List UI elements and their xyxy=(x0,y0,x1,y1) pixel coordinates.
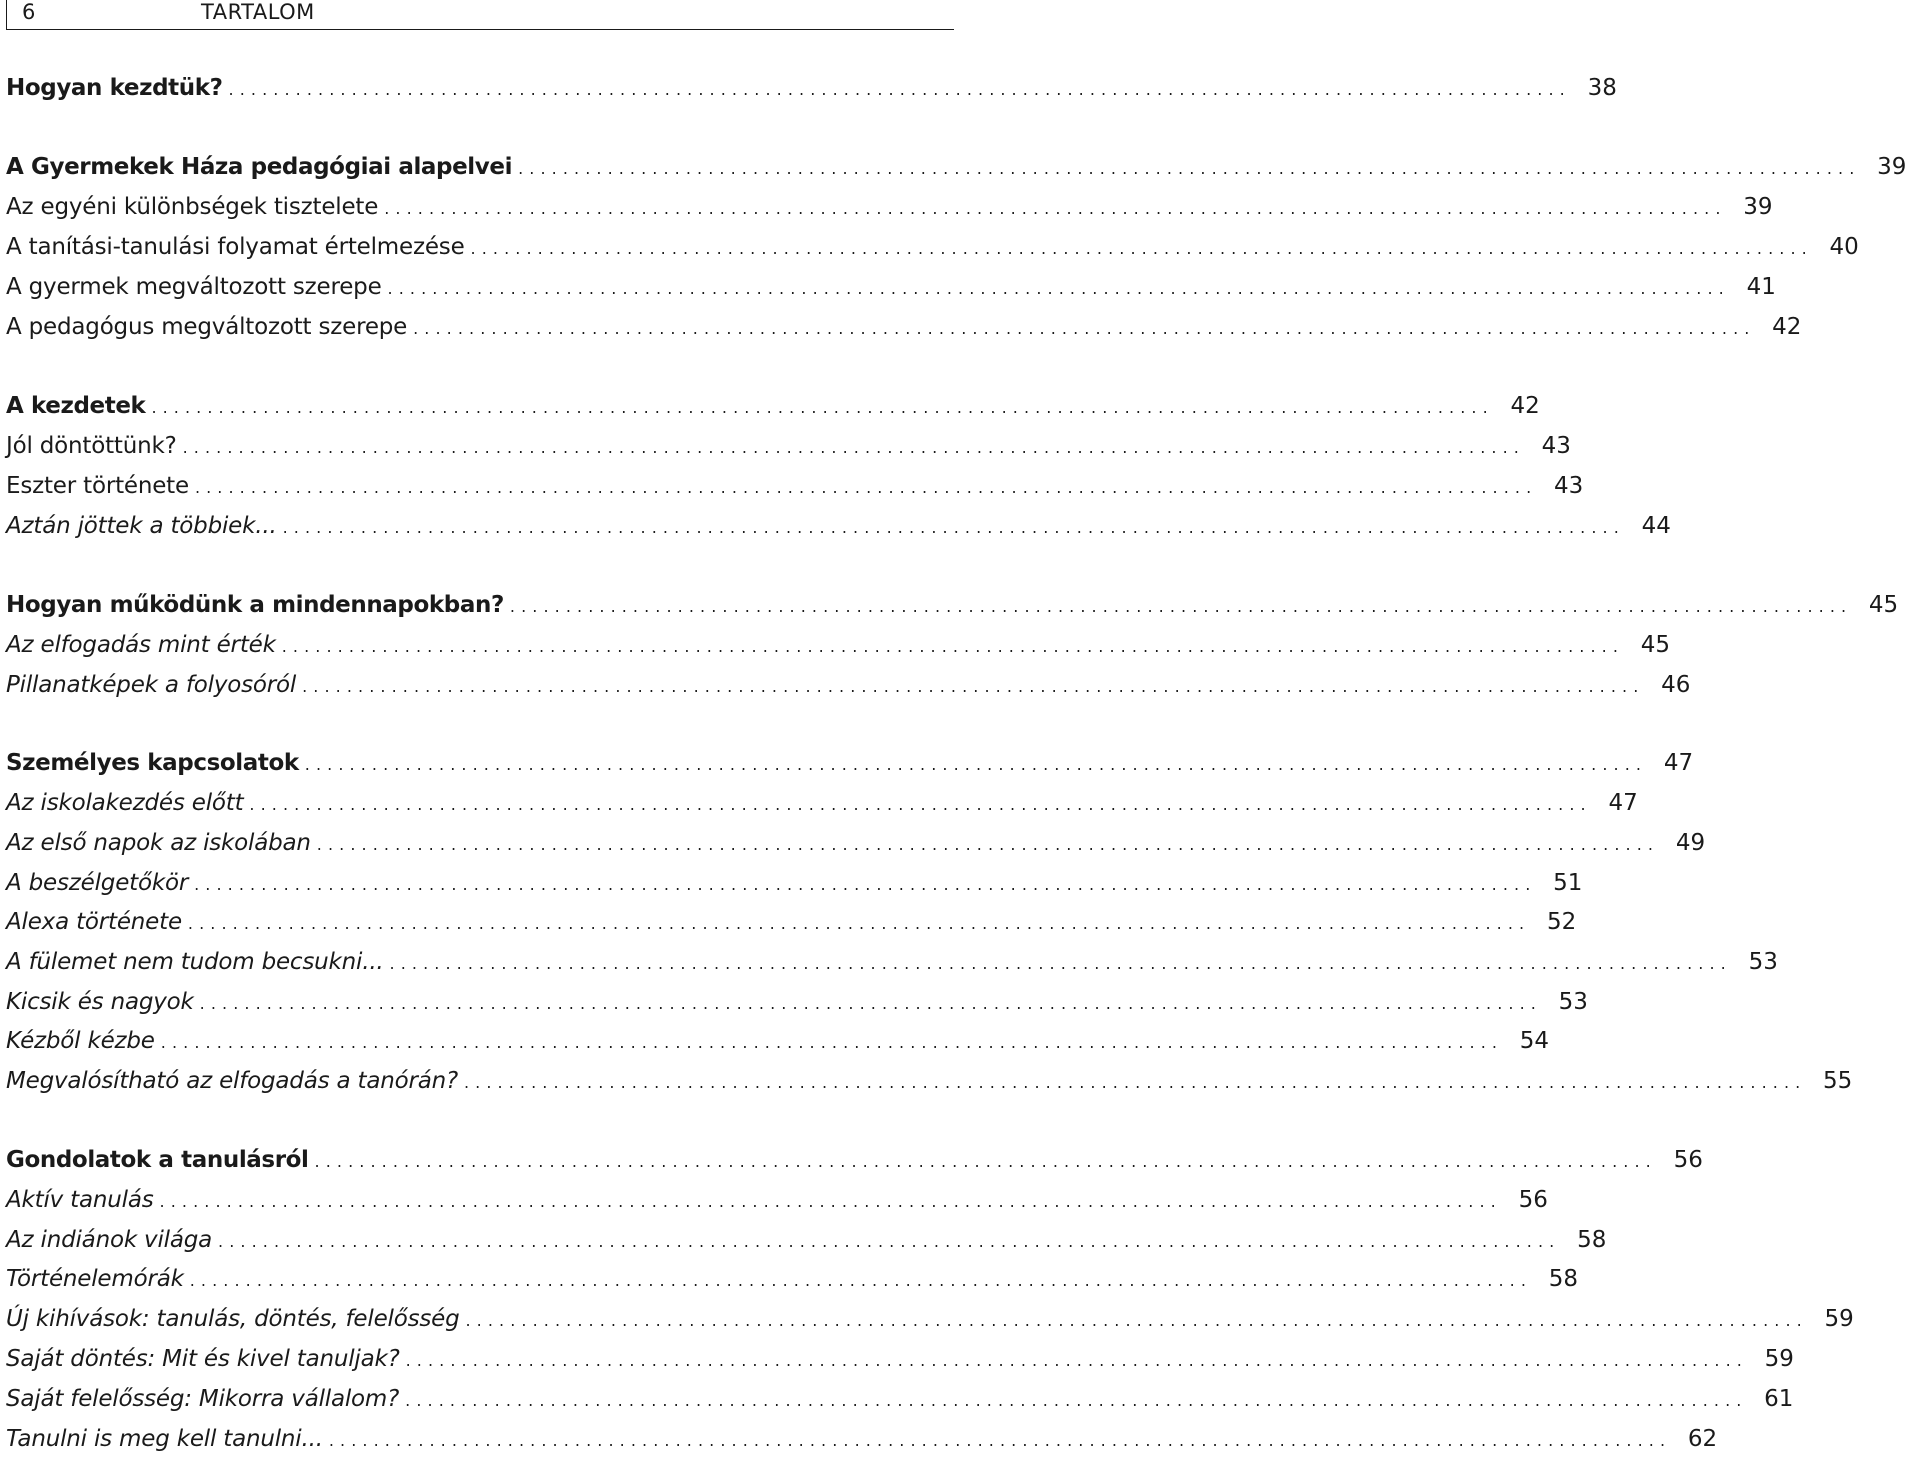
toc-entry-page: 44 xyxy=(1641,513,1671,539)
toc-entry-title: A Gyermekek Háza pedagógiai alapelvei xyxy=(6,154,513,180)
dot-leader: ........................................................................................................................ xyxy=(470,239,1813,258)
toc-entry-title: Saját felelősség: Mikorra vállalom? xyxy=(6,1386,400,1412)
toc-entry-page: 59 xyxy=(1764,1346,1794,1372)
dot-leader: ........................................................................................................................ xyxy=(314,1152,1657,1171)
toc-entry-title: Kicsik és nagyok xyxy=(6,989,194,1015)
toc-entry-title: A tanítási-tanulási folyamat értelmezése xyxy=(6,234,465,260)
toc-entry[interactable] xyxy=(6,1343,1794,1375)
toc-entry-title: Kézből kézbe xyxy=(6,1028,155,1054)
dot-leader: ........................................................................................................................ xyxy=(304,755,1648,774)
toc-entry[interactable] xyxy=(6,390,1540,422)
page-number: 6 xyxy=(22,0,36,24)
toc-entry-page: 39 xyxy=(1877,154,1906,180)
toc-entry-page: 62 xyxy=(1687,1426,1718,1452)
dot-leader: ........................................................................................................................ xyxy=(302,677,1645,696)
dot-leader: ........................................................................................................................ xyxy=(159,1192,1502,1211)
toc-entry-page: 38 xyxy=(1587,75,1617,101)
toc-entry-page: 45 xyxy=(1640,632,1671,658)
toc-entry-page: 46 xyxy=(1661,672,1691,698)
toc-entry[interactable] xyxy=(6,747,1694,779)
toc-entry[interactable] xyxy=(6,867,1583,899)
toc-entry-title: Alexa története xyxy=(6,909,182,935)
dot-leader: ........................................................................................................................ xyxy=(384,199,1727,218)
toc-entry[interactable] xyxy=(6,72,1617,104)
dot-leader: ........................................................................................................................ xyxy=(182,438,1525,457)
toc-entry-page: 40 xyxy=(1829,234,1859,260)
toc-entry-page: 58 xyxy=(1577,1227,1607,1253)
toc-entry-title: Saját döntés: Mit és kivel tanuljak? xyxy=(6,1346,400,1372)
dot-leader: ........................................................................................................................ xyxy=(228,80,1571,99)
dot-leader: ........................................................................................................................ xyxy=(249,795,1592,814)
toc-entry-title: Pillanatképek a folyosóról xyxy=(6,672,297,698)
toc-entry-page: 39 xyxy=(1743,194,1773,220)
toc-entry[interactable] xyxy=(6,1065,1853,1097)
dot-leader: ........................................................................................................................ xyxy=(518,159,1861,178)
toc-entry[interactable] xyxy=(6,430,1571,462)
toc-entry-page: 58 xyxy=(1548,1266,1579,1292)
toc-entry-title: Tanulni is meg kell tanulni... xyxy=(6,1426,323,1452)
toc-entry-page: 61 xyxy=(1764,1386,1794,1412)
toc-entry[interactable] xyxy=(6,669,1691,701)
dot-leader: ........................................................................................................................ xyxy=(389,954,1732,973)
toc-entry-page: 43 xyxy=(1553,473,1584,499)
dot-leader: ........................................................................................................................ xyxy=(151,398,1494,417)
toc-entry[interactable] xyxy=(6,191,1773,223)
toc-entry[interactable] xyxy=(6,1383,1794,1415)
toc-entry-page: 56 xyxy=(1518,1187,1548,1213)
toc-entry-page: 43 xyxy=(1541,433,1571,459)
toc-entry[interactable] xyxy=(6,311,1802,343)
toc-entry-title: Az iskolakezdés előtt xyxy=(6,790,244,816)
running-head: TARTALOM xyxy=(201,0,315,24)
toc-entry-title: Az indiánok világa xyxy=(6,1227,213,1253)
toc-entry-title: A gyermek megváltozott szerepe xyxy=(6,274,382,300)
toc-entry[interactable] xyxy=(6,986,1588,1018)
toc-entry-title: Gondolatok a tanulásról xyxy=(6,1147,309,1173)
toc-entry[interactable] xyxy=(6,1303,1854,1335)
toc-entry-page: 53 xyxy=(1748,949,1778,975)
toc-entry-title: Hogyan kezdtük? xyxy=(6,75,223,101)
toc-entry-page: 56 xyxy=(1673,1147,1703,1173)
toc-entry-page: 45 xyxy=(1868,592,1899,618)
dot-leader: ........................................................................................................................ xyxy=(509,597,1853,616)
toc-entry-title: Történelemórák xyxy=(6,1266,184,1292)
toc-entry[interactable] xyxy=(6,1144,1703,1176)
dot-leader: ........................................................................................................................ xyxy=(316,835,1660,854)
toc-entry-title: Jól döntöttünk? xyxy=(6,433,177,459)
toc-entry[interactable] xyxy=(6,946,1778,978)
toc-entry-title: Az első napok az iskolában xyxy=(6,830,311,856)
dot-leader: ........................................................................................................................ xyxy=(464,1073,1807,1092)
toc-entry[interactable] xyxy=(6,906,1577,938)
toc-entry-title: Új kihívások: tanulás, döntés, felelősség xyxy=(6,1306,460,1332)
toc-entry[interactable] xyxy=(6,827,1706,859)
dot-leader: ........................................................................................................................ xyxy=(282,518,1625,537)
toc-entry[interactable] xyxy=(6,589,1899,621)
toc-entry[interactable] xyxy=(6,470,1584,502)
toc-entry-page: 47 xyxy=(1608,790,1638,816)
dot-leader: ........................................................................................................................ xyxy=(194,478,1538,497)
toc-entry[interactable] xyxy=(6,787,1638,819)
toc-entry[interactable] xyxy=(6,271,1776,303)
toc-entry-title: Az egyéni különbségek tisztelete xyxy=(6,194,379,220)
toc-entry-title: Megvalósítható az elfogadás a tanórán? xyxy=(6,1068,458,1094)
toc-entry-page: 42 xyxy=(1510,393,1540,419)
toc-entry-page: 49 xyxy=(1675,830,1706,856)
toc-entry-title: A beszélgetőkör xyxy=(6,870,189,896)
dot-leader: ........................................................................................................................ xyxy=(281,637,1625,656)
dot-leader: ........................................................................................................................ xyxy=(218,1232,1561,1251)
toc-entry-page: 53 xyxy=(1558,989,1588,1015)
dot-leader: ........................................................................................................................ xyxy=(189,1271,1533,1290)
toc-entry-page: 47 xyxy=(1663,750,1694,776)
toc-entry-page: 59 xyxy=(1824,1306,1854,1332)
dot-leader: ........................................................................................................................ xyxy=(405,1391,1748,1410)
page-header xyxy=(6,0,954,30)
toc-entry[interactable] xyxy=(6,1224,1607,1256)
toc-entry[interactable] xyxy=(6,1423,1718,1455)
toc-entry-page: 51 xyxy=(1553,870,1583,896)
dot-leader: ........................................................................................................................ xyxy=(387,279,1730,298)
toc-entry-title: A kezdetek xyxy=(6,393,146,419)
toc-entry-title: A pedagógus megváltozott szerepe xyxy=(6,314,408,340)
toc-entry[interactable] xyxy=(6,1184,1548,1216)
toc-entry[interactable] xyxy=(6,510,1671,542)
toc-entry-title: Hogyan működünk a mindennapokban? xyxy=(6,592,504,618)
dot-leader: ........................................................................................................................ xyxy=(413,319,1756,338)
toc-entry[interactable] xyxy=(6,151,1906,183)
dot-leader: ........................................................................................................................ xyxy=(199,994,1542,1013)
toc-entry-title: Eszter története xyxy=(6,473,189,499)
dot-leader: ........................................................................................................................ xyxy=(465,1311,1808,1330)
toc-entry-page: 55 xyxy=(1823,1068,1853,1094)
dot-leader: ........................................................................................................................ xyxy=(194,875,1537,894)
toc-entry-title: Aztán jöttek a többiek... xyxy=(6,513,277,539)
toc-entry-title: Aktív tanulás xyxy=(6,1187,154,1213)
toc-entry[interactable] xyxy=(6,231,1859,263)
dot-leader: ........................................................................................................................ xyxy=(160,1033,1504,1052)
toc-entry-title: Személyes kapcsolatok xyxy=(6,750,299,776)
toc-entry[interactable] xyxy=(6,1025,1550,1057)
toc-entry-title: A fülemet nem tudom becsukni... xyxy=(6,949,384,975)
toc-entry-page: 52 xyxy=(1546,909,1577,935)
toc-entry-page: 42 xyxy=(1772,314,1802,340)
dot-leader: ........................................................................................................................ xyxy=(405,1351,1748,1370)
dot-leader: ........................................................................................................................ xyxy=(328,1431,1672,1450)
toc-entry-title: Az elfogadás mint érték xyxy=(6,632,276,658)
toc-entry-page: 41 xyxy=(1746,274,1776,300)
toc-entry[interactable] xyxy=(6,1263,1579,1295)
toc-entry[interactable] xyxy=(6,629,1671,661)
dot-leader: ........................................................................................................................ xyxy=(187,914,1531,933)
toc-entry-page: 54 xyxy=(1519,1028,1550,1054)
